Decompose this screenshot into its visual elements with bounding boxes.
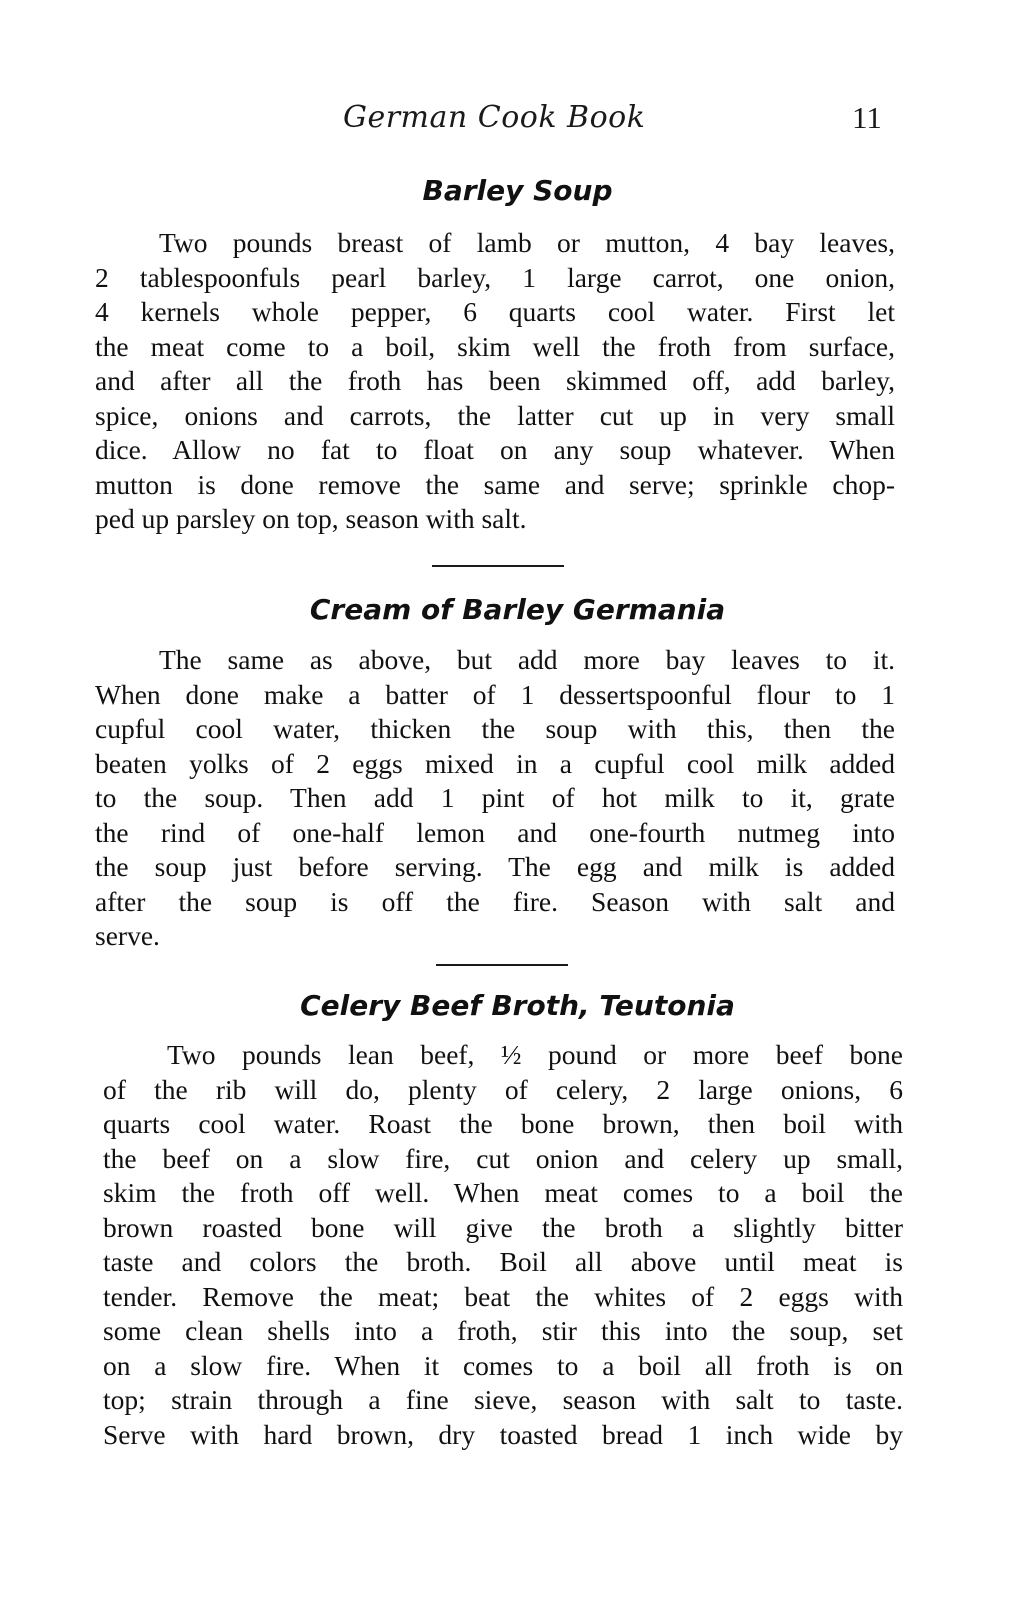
text-line: Two pounds breast of lamb or mutton, 4 bay leaves, <box>159 227 895 258</box>
text-line: top; strain through a fine sieve, season with salt to taste. <box>103 1384 903 1415</box>
text-line: of the rib will do, plenty of celery, 2 large onions, 6 <box>103 1073 903 1105</box>
text-line: taste and colors the broth. Boil all above until meat is <box>103 1246 903 1277</box>
recipe-body-celery-beef-broth-teutonia <box>103 1038 903 1452</box>
text-line: tender. Remove the meat; beat the whites of 2 eggs with <box>103 1280 903 1312</box>
recipe-title-celery-beef-broth-teutonia: Celery Beef Broth, Teutonia <box>300 989 735 1022</box>
text-line: 4 kernels whole pepper, 6 quarts cool water. First let <box>95 296 895 327</box>
text-line: spice, onions and carrots, the latter cut up in very small <box>95 399 895 431</box>
text-line: serve. <box>95 920 160 951</box>
page-number: 11 <box>852 100 882 135</box>
recipe-body-barley-soup <box>95 226 895 537</box>
text-line: the soup just before serving. The egg and milk is added <box>95 851 895 882</box>
text-line: ped up parsley on top, season with salt. <box>95 503 527 534</box>
text-line: Serve with hard brown, dry toasted bread 1 inch wide by <box>103 1418 903 1450</box>
recipe-body-cream-of-barley-germania <box>95 643 895 954</box>
text-line: brown roasted bone will give the broth a slightly bitter <box>103 1211 903 1243</box>
text-line: skim the froth off well. When meat comes to a boil the <box>103 1177 903 1208</box>
recipe-title-cream-of-barley-germania: Cream of Barley Germania <box>309 593 726 626</box>
text-line: the rind of one-half lemon and one-fourth nutmeg into <box>95 816 895 848</box>
text-line: quarts cool water. Roast the bone brown, then boil with <box>103 1108 903 1139</box>
text-line: 2 tablespoonfuls pearl barley, 1 large carrot, one onion, <box>95 261 895 293</box>
section-divider <box>436 964 568 966</box>
running-title: German Cook Book <box>343 100 646 135</box>
text-line: When done make a batter of 1 dessertspoonful flour to 1 <box>95 678 895 710</box>
text-line: to the soup. Then add 1 pint of hot milk to it, grate <box>95 782 895 813</box>
text-line: some clean shells into a froth, stir this into the soup, set <box>103 1315 903 1346</box>
text-line: The same as above, but add more bay leaves to it. <box>159 644 895 675</box>
section-divider <box>432 565 564 567</box>
text-line: and after all the froth has been skimmed off, add barley, <box>95 365 895 396</box>
recipe-title-barley-soup: Barley Soup <box>422 174 613 207</box>
text-line: the meat come to a boil, skim well the froth from surface, <box>95 330 895 362</box>
text-line: Two pounds lean beef, ½ pound or more beef bone <box>167 1039 903 1070</box>
text-line: mutton is done remove the same and serve; sprinkle chop- <box>95 468 895 500</box>
text-line: on a slow fire. When it comes to a boil all froth is on <box>103 1349 903 1381</box>
text-line: beaten yolks of 2 eggs mixed in a cupful cool milk added <box>95 747 895 779</box>
text-line: the beef on a slow fire, cut onion and celery up small, <box>103 1142 903 1174</box>
text-line: cupful cool water, thicken the soup with this, then the <box>95 713 895 744</box>
text-line: dice. Allow no fat to float on any soup whatever. When <box>95 434 895 465</box>
text-line: after the soup is off the fire. Season with salt and <box>95 885 895 917</box>
